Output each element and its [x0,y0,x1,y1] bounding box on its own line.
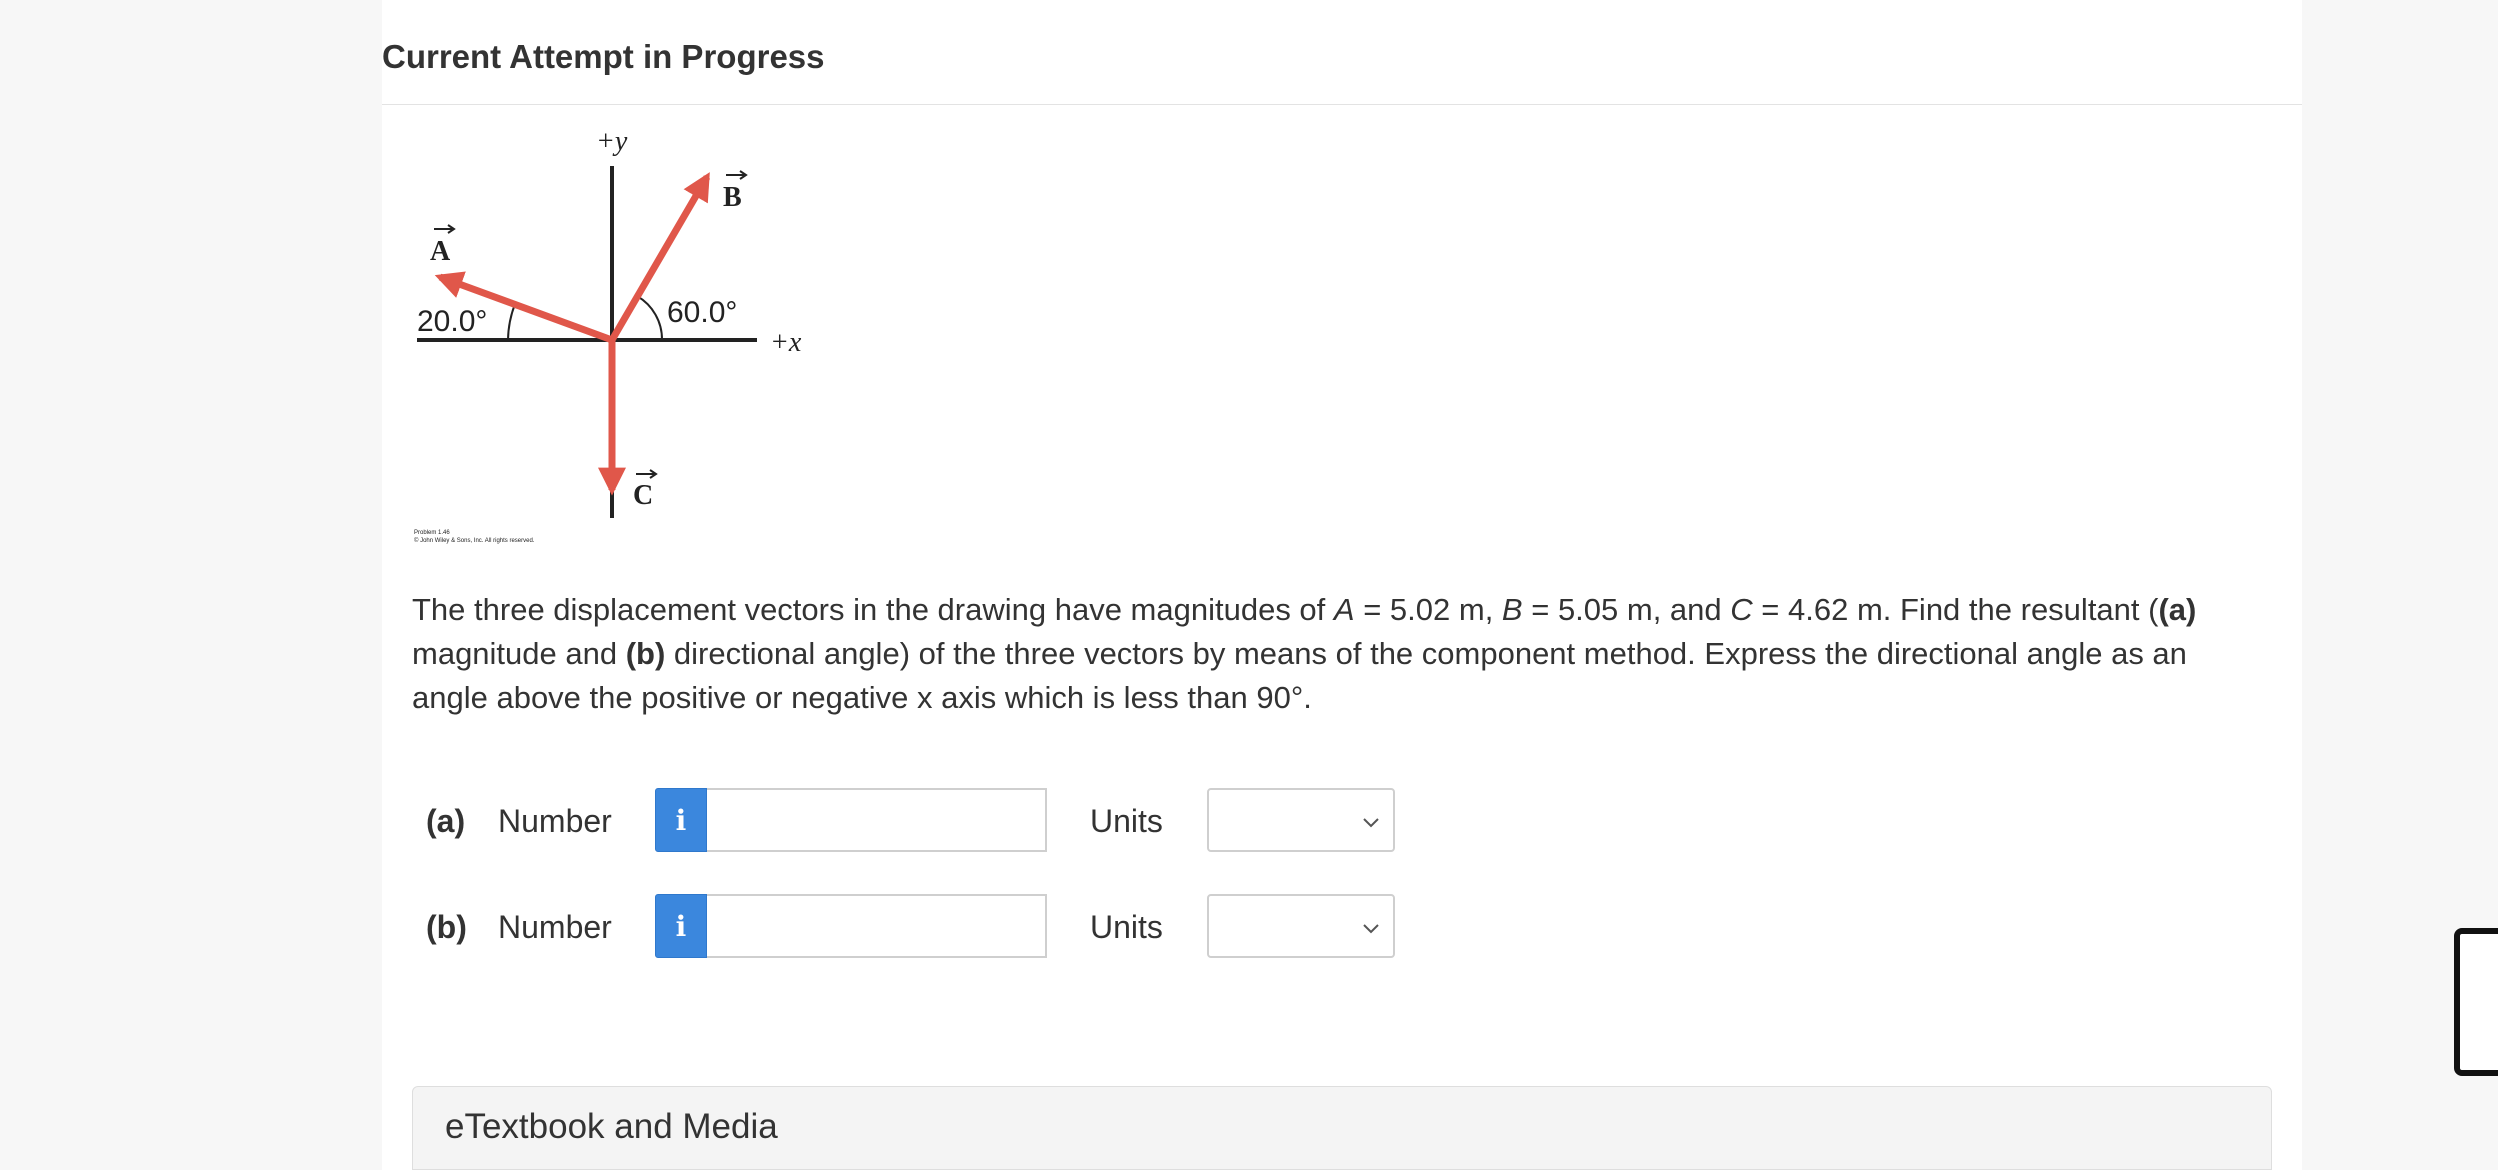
problem-text-3: = 5.05 m, and [1522,592,1731,627]
part-a-ref: (a) [2158,592,2197,627]
part-label-a: (a) [426,803,466,839]
part-label-b: (b) [426,909,467,945]
axis-y-label: +y [596,126,628,157]
etextbook-media-section[interactable] [412,1086,2272,1170]
vector-b-label: B [723,182,742,213]
info-icon[interactable] [655,788,707,852]
vector-a-label: A [430,236,451,267]
number-input-b[interactable] [707,894,1047,958]
var-c: C [1730,592,1753,627]
number-label-a: Number [498,803,612,839]
chevron-down-icon [1361,812,1381,832]
problem-text-2: = 5.02 m, [1354,592,1502,627]
problem-text-1: The three displacement vectors in the drawing have magnitudes of [412,592,1334,627]
figure-credit-line2: © John Wiley & Sons, Inc. All rights reserved. [414,538,535,544]
vector-diagram [400,118,840,558]
number-input-a[interactable] [707,788,1047,852]
angle-a-label: 20.0° [417,305,488,338]
chevron-down-icon [1361,918,1381,938]
units-label-b: Units [1090,909,1163,945]
number-label-b: Number [498,909,612,945]
info-icon[interactable] [655,894,707,958]
units-select-b[interactable] [1207,894,1395,958]
etextbook-media-label: eTextbook and Media [445,1107,778,1146]
info-glyph: i [675,803,687,837]
attempt-title: Current Attempt in Progress [382,38,825,75]
units-select-a[interactable] [1207,788,1395,852]
title-divider [382,104,2302,105]
problem-text-6: directional angle) of the three vectors by means of the component method. Express the directional angle as an angle above the positive or negative x axis which is less than 90°. [412,636,2187,715]
angle-arc-a [508,304,515,340]
angle-arc-b [637,296,662,340]
part-b-ref: (b) [625,636,666,671]
problem-text-5: magnitude and [412,636,626,671]
info-glyph: i [675,909,687,943]
side-panel-toggle[interactable] [2454,928,2498,1076]
angle-b-label: 60.0° [667,296,738,329]
vector-c-label: C [633,480,654,511]
figure-credit-line1: Problem 1.46 [414,530,450,536]
var-b: B [1501,592,1523,627]
var-a: A [1333,592,1355,627]
units-label-a: Units [1090,803,1163,839]
problem-statement [412,588,2252,720]
problem-text-4: = 4.62 m. Find the resultant ( [1752,592,2159,627]
axis-x-label: +x [770,327,802,358]
